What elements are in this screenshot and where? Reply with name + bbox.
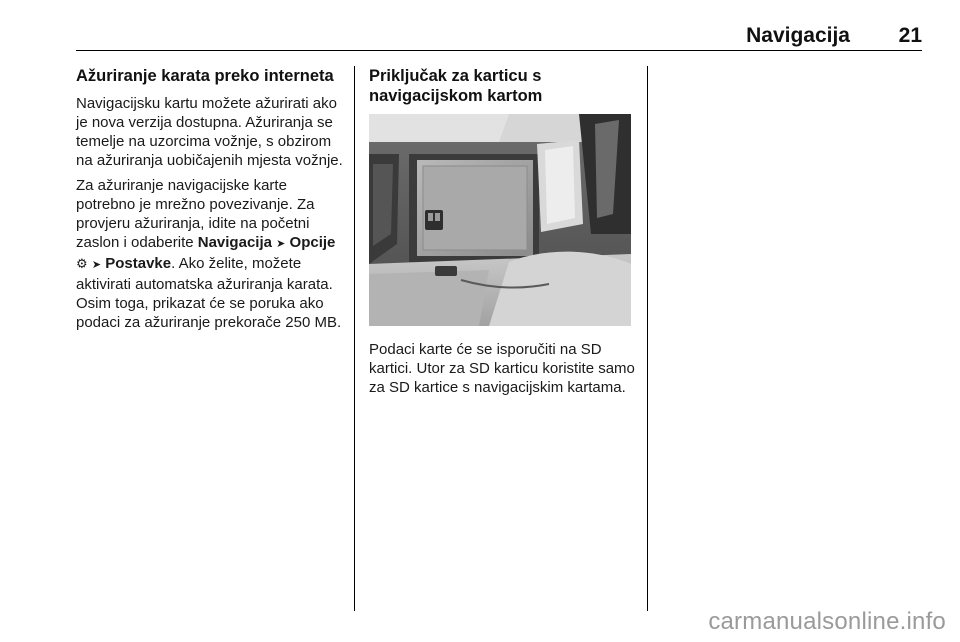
column-divider-1	[354, 66, 355, 611]
right-column	[369, 66, 635, 403]
header-divider	[76, 50, 922, 51]
menu-opcije: Opcije	[289, 234, 336, 251]
gear-icon: ⚙	[76, 256, 88, 271]
paragraph-update-steps	[76, 176, 348, 332]
steps-text-end: . Ako želite, možete aktivirati automatska ažuriranja karata. Osim toga, prikazat će se poruka ako podaci za ažuriranje prekorače 250 MB.	[76, 255, 342, 331]
left-column	[76, 66, 348, 338]
right-arrow-icon: ➤	[91, 259, 102, 271]
steps-text-start: Za ažuriranje navigacijske karte potrebno je mrežno povezivanje. Za provjeru ažuriranja, idite na početni zaslon i odaberite	[76, 177, 315, 251]
menu-navigacija: Navigacija	[197, 234, 272, 251]
figure-caption: Podaci karte će se isporučiti na SD kartici. Utor za SD karticu koristite samo za SD kartice s navigacijskim kartama.	[369, 341, 635, 396]
column-divider-2	[647, 66, 648, 611]
right-arrow-icon: ➤	[276, 238, 286, 250]
page-number: 21	[898, 24, 922, 47]
section-heading-online-update: Ažuriranje karata preko interneta	[76, 67, 334, 85]
menu-postavke: Postavke	[105, 255, 172, 272]
paragraph-update-intro: Navigacijsku kartu možete ažurirati ako je nova verzija dostupna. Ažuriranja se temelje na uzorcima vožnje, s obzirom na ažuriranja uobičajenih mjesta vožnje.	[76, 95, 343, 169]
sd-card-slot-photo	[369, 114, 631, 326]
section-heading-sd-card-slot: Priključak za karticu s navigacijskom kartom	[369, 67, 543, 105]
page-header-title: Navigacija	[746, 24, 850, 47]
watermark-text: carmanualsonline.info	[708, 608, 946, 635]
